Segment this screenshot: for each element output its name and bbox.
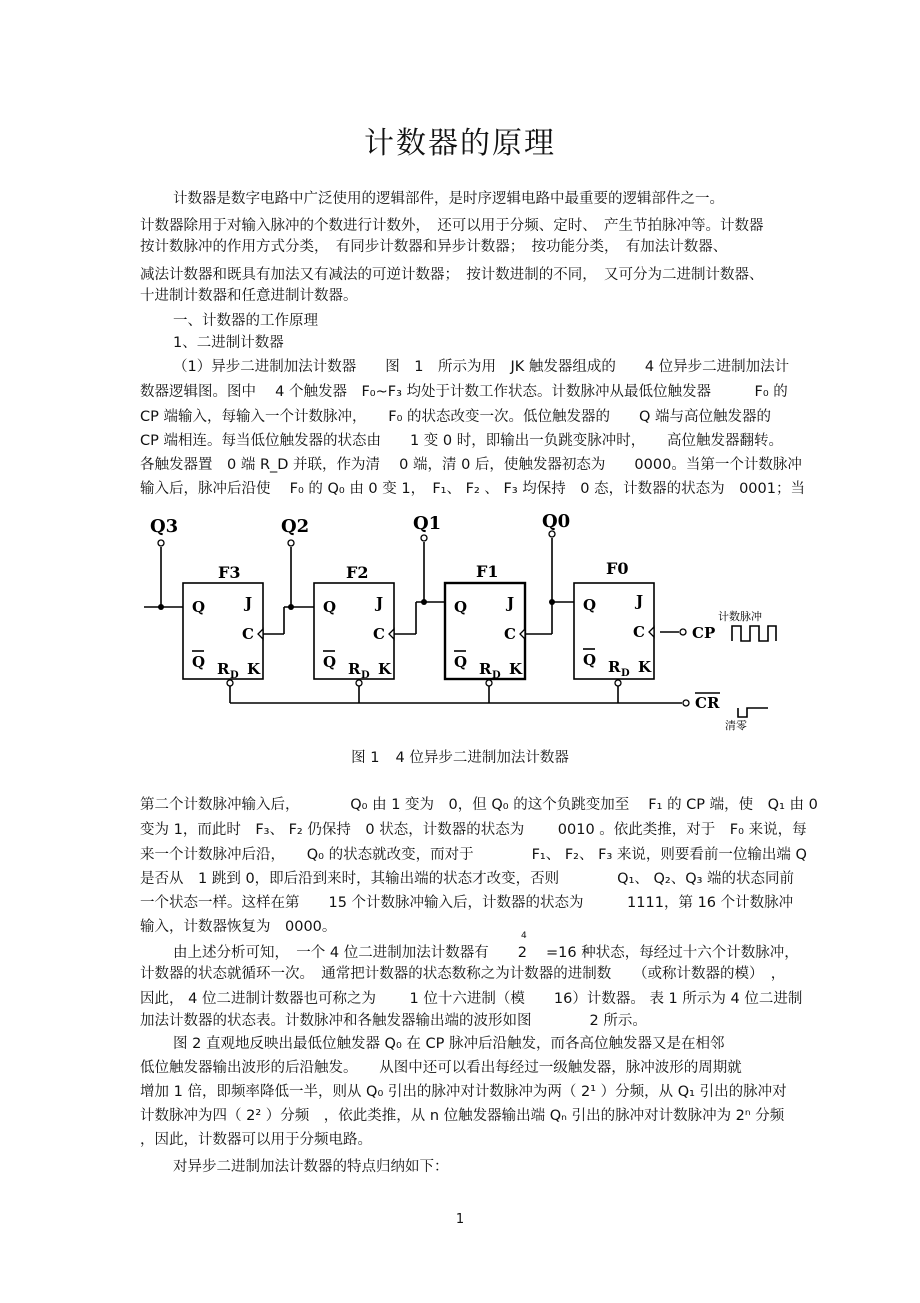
paragraph-line: 增加 1 倍，即频率降低一半，则从 Q₀ 引出的脉冲对计数脉冲为两（ 2¹ ）分频，从 Q₁ 引出的脉冲对 [140,1084,787,1100]
figure-caption [0,746,920,767]
svg-text:Q: Q [583,596,597,614]
svg-text:D: D [492,670,501,681]
svg-text:C: C [373,625,385,643]
paragraph-line: 各触发器置 0 端 R_D 并联，作为清 0 端，清 0 后，使触发器初态为 0000。当第一个计数脉冲 [140,457,802,473]
paragraph-line: 因此， 4 位二进制计数器也可称之为 1 位十六进制（模 16）计数器。 表 1 所示为 4 位二进制 [140,991,803,1007]
svg-text:Q: Q [323,653,337,671]
svg-text:R: R [608,658,621,676]
svg-text:D: D [361,670,370,681]
section-heading: 一、计数器的工作原理 [173,313,318,329]
svg-text:D: D [621,668,630,679]
flipflop-f0-pins [583,592,652,679]
label-f1: F1 [476,562,499,581]
paragraph-line: （1）异步二进制加法计数器 图 1 所示为用 JK 触发器组成的 4 位异步二进制加法计 [173,359,790,375]
paragraph-line: 图 2 直观地反映出最低位触发器 Q₀ 在 CP 脉冲后沿触发，而各高位触发器又是在相邻 [173,1036,725,1052]
svg-text:C: C [633,623,645,641]
clock-note: 计数脉冲 [718,610,762,623]
label-q2: Q2 [281,516,310,537]
svg-text:D: D [230,670,239,681]
paragraph-line: 计数器的状态就循环一次。 通常把计数器的状态数称之为计数器的进制数 （或称计数器的模） ， [140,966,786,982]
svg-text:K: K [509,660,523,678]
paragraph-line: 输入后，脉冲后沿使 F₀ 的 Q₀ 由 0 变 1， F₁、 F₂ 、 F₃ 均保持 0 态，计数器的状态为 0001；当 [140,481,805,497]
page-title: 计数器的原理 [364,126,556,161]
svg-text:C: C [242,625,254,643]
svg-text:Q: Q [454,653,468,671]
paragraph-line: 变为 1，而此时 F₃、 F₂ 仍保持 0 状态，计数器的状态为 0010 。依此类推，对于 F₀ 来说，每 [140,822,807,838]
paragraph-line: 输入，计数器恢复为 0000。 [140,919,337,935]
paragraph-line: 是否从 1 跳到 0，即后沿到来时，其输出端的状态才改变，否则 Q₁、 Q₂、Q₃ 端的状态同前 [140,871,795,887]
paragraph-line: 来一个计数脉冲后沿， Q₀ 的状态就改变，而对于 F₁、 F₂、 F₃ 来说，则要看前一位输出端 Q [140,847,807,863]
flipflop-f2-pins [323,594,392,681]
svg-text:Q: Q [454,598,468,616]
paragraph-line: CP 端输入，每输入一个计数脉冲， F₀ 的状态改变一次。低位触发器的 Q 端与高位触发器的 [140,409,772,425]
svg-text:R: R [479,660,492,678]
clock-label: CP [692,624,716,642]
svg-text:J: J [507,594,515,612]
paragraph-line: 按计数脉冲的作用方式分类， 有同步计数器和异步计数器； 按功能分类， 有加法计数器、 [140,239,728,255]
svg-text:Q: Q [583,651,597,669]
label-q0: Q0 [542,511,571,532]
svg-text:K: K [378,660,392,678]
svg-text:K: K [247,660,261,678]
svg-text:J: J [636,592,644,610]
svg-text:Q: Q [192,653,206,671]
svg-text:R: R [348,660,361,678]
paragraph-line: 低位触发器输出波形的后沿触发。 从图中还可以看出每经过一级触发器，脉冲波形的周期就 [140,1060,742,1076]
paragraph-line: 计数器除用于对输入脉冲的个数进行计数外， 还可以用于分频、定时、 产生节拍脉冲等。计数器 [140,218,764,234]
svg-text:J: J [376,594,384,612]
exponent-four: 4 [521,931,527,941]
svg-text:C: C [504,625,516,643]
paragraph-line: 减法计数器和既具有加法又有减法的可逆计数器； 按计数进制的不同， 又可分为二进制计数器、 [140,267,764,283]
figure-caption-text: 4 位异步二进制加法计数器 [395,750,569,766]
label-f3: F3 [218,563,241,582]
paragraph-line: 数器逻辑图。图中 4 个触发器 F₀~F₃ 均处于计数工作状态。计数脉冲从最低位触发器 F₀ 的 [140,384,788,400]
figure-caption-label: 图 1 [351,750,380,766]
label-f0: F0 [606,559,629,578]
paragraph-line: CP 端相连。每当低位触发器的状态由 1 变 0 时，即输出一负跳变脉冲时， 高位触发器翻转。 [140,433,784,449]
counter-logic-diagram [138,510,780,732]
flipflop-f1-pins [454,594,523,681]
paragraph-line: 计数器是数字电路中广泛使用的逻辑部件，是时序逻辑电路中最重要的逻辑部件之一。 [173,191,724,207]
clear-note: 清零 [725,719,747,732]
label-f2: F2 [346,563,369,582]
flipflop-f3-pins [192,594,261,681]
label-q3: Q3 [150,516,179,537]
paragraph-line: 由上述分析可知， 一个 4 位二进制加法计数器有 2 =16 种状态，每经过十六个计数脉冲， [173,945,799,961]
subsection-heading: 1、二进制计数器 [173,335,284,351]
svg-text:Q: Q [192,598,206,616]
paragraph-line: 第二个计数脉冲输入后， Q₀ 由 1 变为 0，但 Q₀ 的这个负跳变加至 F₁ 的 CP 端，使 Q₁ 由 0 [140,797,818,813]
paragraph-line: 十进制计数器和任意进制计数器。 [140,288,358,304]
label-q1: Q1 [413,513,442,534]
svg-text:Q: Q [323,598,337,616]
paragraph-line: 一个状态一样。这样在第 15 个计数脉冲输入后，计数器的状态为 1111，第 16 个计数脉冲 [140,895,794,911]
svg-text:J: J [245,594,253,612]
paragraph-line: 计数脉冲为四（ 2² ）分频 ，依此类推，从 n 位触发器输出端 Qₙ 引出的脉冲对计数脉冲为 2ⁿ 分频 [140,1108,785,1124]
paragraph-line: ，因此，计数器可以用于分频电路。 [140,1132,372,1148]
paragraph-line: 对异步二进制加法计数器的特点归纳如下： [173,1159,449,1175]
paragraph-line: 加法计数器的状态表。计数脉冲和各触发器输出端的波形如图 2 所示。 [140,1013,647,1029]
svg-text:K: K [638,658,652,676]
page-number: 1 [455,1212,465,1227]
svg-text:R: R [217,660,230,678]
clear-label: CR [695,694,720,712]
